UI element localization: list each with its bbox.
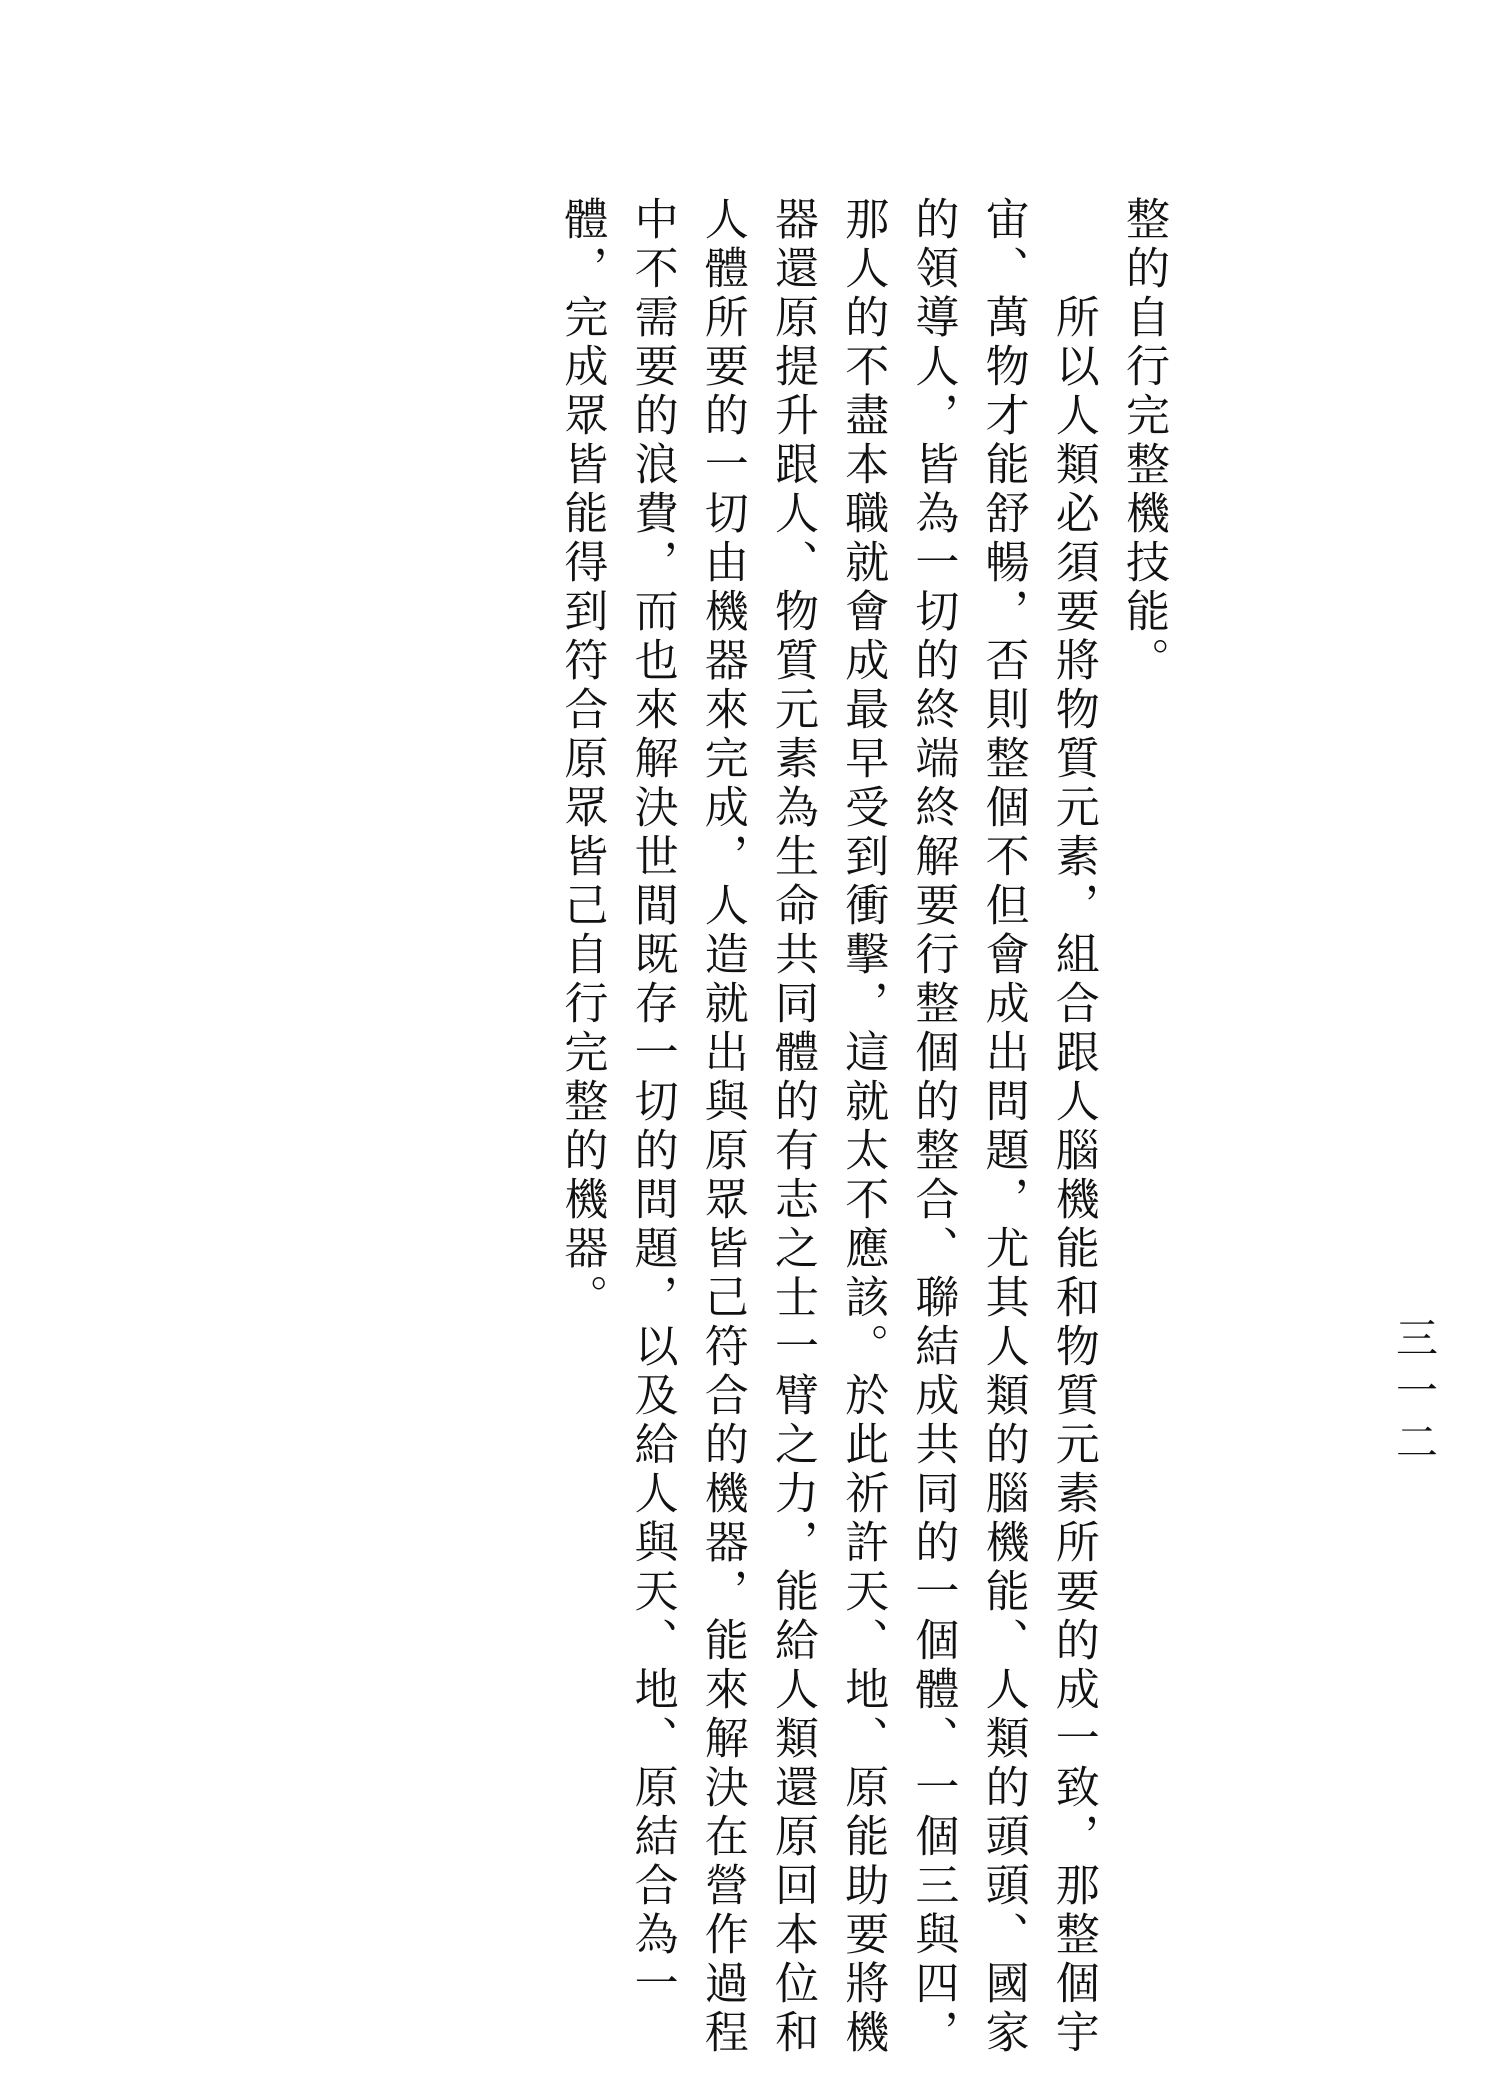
text-line: 那人的不盡本職就會成最早受到衝擊，這就太不應該。於此祈許天、地、原能助要將機 — [837, 196, 889, 2058]
text-line: 宙、萬物才能舒暢，否則整個不但會成出問題，尤其人類的腦機能、人類的頭頭、國家 — [977, 196, 1029, 2058]
text-line: 整的自行完整機技能。 — [1118, 196, 1169, 686]
text-line: 體，完成眾皆能得到符合原眾皆己自行完整的機器。 — [556, 196, 608, 1323]
text-line: 所以人類必須要將物質元素，組合跟人腦機能和物質元素所要的成一致，那整個宇 — [1047, 196, 1099, 2058]
text-line: 器還原提升跟人、物質元素為生命共同體的有志之士一臂之力，能給人類還原回本位和 — [766, 196, 818, 2058]
text-line: 中不需要的浪費，而也來解決世間既存一切的問題，以及給人與天、地、原結合為一 — [626, 196, 678, 2009]
page-number: 三一二 — [1390, 1316, 1439, 1472]
text-line: 人體所要的一切由機器來完成，人造就出與原眾皆己符合的機器，能來解決在營作過程 — [696, 196, 748, 2058]
body-text — [546, 196, 1178, 2058]
text-line: 的領導人，皆為一切的終端終解要行整個的整合、聯結成共同的一個體、一個三與四， — [907, 196, 959, 2058]
